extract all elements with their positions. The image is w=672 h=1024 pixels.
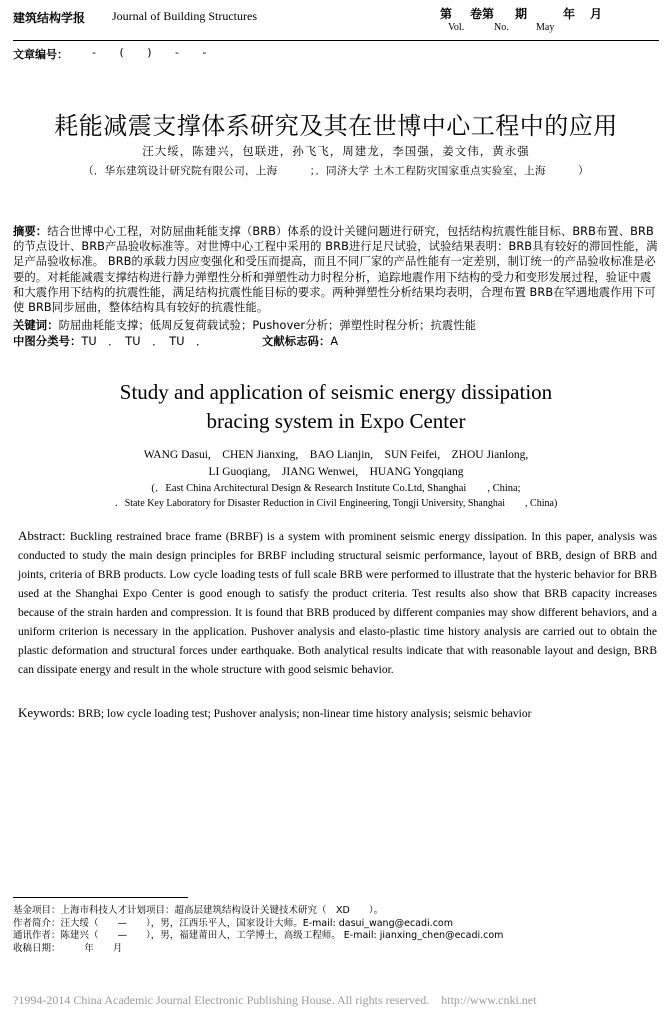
keywords-cn-label: 关键词： — [13, 319, 59, 332]
issue-en: No. — [494, 22, 509, 33]
issue-cn: 卷第 — [470, 7, 495, 21]
footnote-rule — [13, 897, 188, 898]
clc-value: TU ． TU ． TU ． — [81, 335, 208, 348]
abstract-cn-text: 结合世博中心工程，对防屈曲耗能支撑（BRB）体系的设计关键问题进行研究，包括结构抗震性能目标、BRB布置、BRB的节点设计、BRB产品验收标准等。对世博中心工程中采用的 BRB进行足尺试验，试验结果表明：BRB具有较好的滞回性能，满足产品验收标准。 BRB的承载力因应变强化和受压而提高，而且不同厂家的产品性能有一定差别，制订统一的产品验收标准是必要的。对耗能减震支撑结构进行静力弹塑性分析和弹塑性动力时程分析，追踪地震作用下结构的受力和变形发展过程，验证中震和大震作用下结构的抗震性能，满足结构抗震性能目标的要求。两种弹塑性分析结果均表明，合理布置 BRB在罕遇地震作用下可使 BRB同步屈曲，整体结构具有较好的抗震性能。 — [13, 225, 658, 315]
keywords-en-text: BRB; low cycle loading test; Pushover analysis; non-linear time history analysis; seismic behavior — [77, 708, 532, 720]
abstract-en — [18, 526, 657, 680]
affiliations-en-line1: (．East China Architectural Design & Research Institute Co.Ltd, Shanghai , China; — [151, 483, 521, 494]
footnote-received: 收稿日期： 年 月 — [13, 942, 123, 954]
volume-cn: 第 — [440, 7, 453, 21]
paper-title-cn: 耗能减震支撑体系研究及其在世博中心工程中的应用 — [54, 112, 618, 140]
keywords-en-label: Keywords: — [18, 705, 76, 720]
abstract-cn — [13, 224, 659, 315]
copyright-line: ?1994-2014 China Academic Journal Electronic Publishing House. All rights reserved. http://www.cnki.net — [13, 993, 537, 1007]
keywords-cn-text: 防屈曲耗能支撑；低周反复荷载试验；Pushover分析；弹塑性时程分析；抗震性能 — [58, 319, 477, 332]
paper-title-en-line2: bracing system in Expo Center — [206, 409, 466, 433]
abstract-en-text: Buckling restrained brace frame (BRBF) is a system with prominent seismic energy dissipation. In this paper, analysis was conducted to study the main design principles for BRBF including structural seismic performance, layout of BRB, design of BRB and joints, criteria of BRB products. Low cycle loading tests of full scale BRB were performed to illustrate that the hysteric behavior for BRB used at the Shanghai Expo Center is good enough to satisfy the product criteria. Test results also show that BRB capacity increases because of the strain harden and compression. It is found that BRB produced by different companies may show different behaviors, and a uniform criterion is necessary in the application. Pushover analysis and elasto-plastic time history analysis are carried out to obtain the plastic deformation and structural forces under earthquake. Both analytical results indicate that with reasonable layout and design, BRB can dissipate energy and result in the whole structure with good seismic behavior. — [18, 531, 658, 676]
month-en: May — [536, 22, 555, 33]
article-number-value: - ( ) - - — [92, 46, 217, 59]
footnotes — [13, 905, 659, 955]
header-rule — [13, 40, 659, 41]
abstract-en-label: Abstract: — [18, 528, 66, 543]
authors-en-line2: LI Guoqiang, JIANG Wenwei, HUANG Yongqiang — [208, 466, 464, 478]
footnote-author: 作者简介：汪大绥（ — ），男，江西乐平人，国家设计大师。E-mail: dasui_wang@ecadi.com — [13, 917, 453, 929]
abstract-cn-label: 摘要： — [13, 225, 48, 238]
volume-en: Vol. — [448, 22, 465, 33]
article-number-label: 文章编号： — [13, 48, 68, 61]
footnote-corresponding: 通讯作者：陈建兴（ — ），男，福建莆田人，工学博士，高级工程师。 E-mail: jianxing_chen@ecadi.com — [13, 930, 504, 941]
year-cn: 年 — [563, 7, 576, 21]
doc-code-value: A — [330, 335, 339, 348]
keywords-cn — [13, 318, 659, 333]
footnote-fund: 基金项目：上海市科技人才计划项目：超高层建筑结构设计关键技术研究（ XD ）。 — [13, 905, 384, 916]
doc-code — [262, 334, 338, 349]
paper-title-en-line1: Study and application of seismic energy dissipation — [119, 380, 553, 404]
doc-code-label: 文献标志码： — [262, 335, 331, 348]
clc-label: 中图分类号： — [13, 335, 82, 348]
authors-cn: 汪大绥，陈建兴，包联进，孙飞飞，周建龙，李国强，姜文伟，黄永强 — [142, 144, 530, 158]
authors-en-line1: WANG Dasui, CHEN Jianxing, BAO Lianjin, SUN Feifei, ZHOU Jianlong, — [143, 449, 529, 461]
period-cn: 期 — [515, 7, 528, 21]
journal-name-en: Journal of Building Structures — [112, 9, 257, 23]
affiliations-en-line2: ．State Key Laboratory for Disaster Reduction in Civil Engineering, Tongji University, Shanghai , China) — [114, 498, 558, 509]
affiliations-cn: （．华东建筑设计研究院有限公司，上海 ；．同济大学 土木工程防灾国家重点实验室，上海 ） — [83, 165, 589, 177]
keywords-en — [18, 703, 657, 724]
journal-name-cn: 建筑结构学报 — [13, 11, 86, 25]
month-cn: 月 — [590, 7, 603, 21]
classification-cn — [13, 334, 207, 349]
